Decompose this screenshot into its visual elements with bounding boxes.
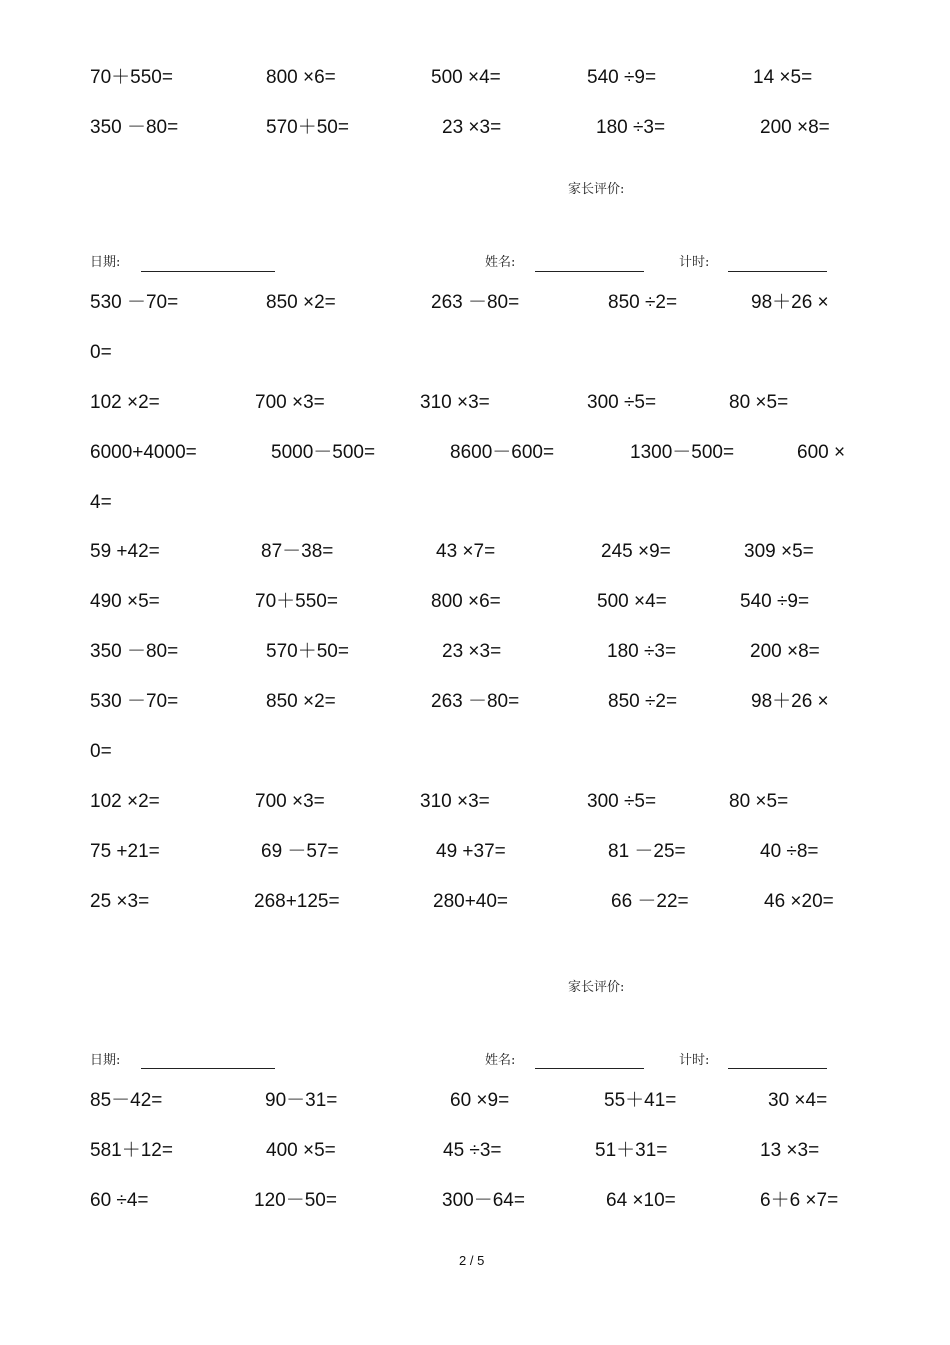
math-problem: 51＋31= xyxy=(595,1140,668,1161)
math-problem: 0= xyxy=(90,741,112,762)
parent-evaluation-label: 家长评价: xyxy=(568,182,625,197)
time-blank-line xyxy=(728,1068,827,1069)
math-problem: 60 ÷4= xyxy=(90,1190,149,1211)
math-problem: 540 ÷9= xyxy=(740,591,810,612)
math-problem: 8600－600= xyxy=(450,442,555,463)
math-problem: 4= xyxy=(90,492,112,513)
math-problem: 800 ×6= xyxy=(431,591,501,612)
math-problem: 85－42= xyxy=(90,1090,163,1111)
math-problem: 6＋6 ×7= xyxy=(760,1190,839,1211)
math-problem: 23 ×3= xyxy=(442,641,502,662)
date-label: 日期: xyxy=(90,255,121,270)
date-label: 日期: xyxy=(90,1053,121,1068)
math-problem: 6000+4000= xyxy=(90,442,197,463)
math-problem: 80 ×5= xyxy=(729,392,789,413)
math-problem: 570＋50= xyxy=(266,117,349,138)
math-problem: 850 ÷2= xyxy=(608,292,678,313)
math-problem: 300－64= xyxy=(442,1190,525,1211)
math-problem: 700 ×3= xyxy=(255,392,325,413)
math-problem: 1300－500= xyxy=(630,442,735,463)
math-problem: 350 －80= xyxy=(90,117,179,138)
math-problem: 850 ÷2= xyxy=(608,691,678,712)
math-problem: 23 ×3= xyxy=(442,117,502,138)
math-problem: 69 －57= xyxy=(261,841,339,862)
math-problem: 200 ×8= xyxy=(760,117,830,138)
math-problem: 49 +37= xyxy=(436,841,506,862)
time-blank-line xyxy=(728,271,827,272)
math-problem: 30 ×4= xyxy=(768,1090,828,1111)
math-problem: 263 －80= xyxy=(431,292,520,313)
math-problem: 5000－500= xyxy=(271,442,376,463)
math-problem: 800 ×6= xyxy=(266,67,336,88)
math-problem: 400 ×5= xyxy=(266,1140,336,1161)
math-problem: 540 ÷9= xyxy=(587,67,657,88)
math-problem: 45 ÷3= xyxy=(443,1140,502,1161)
page-number: 2 / 5 xyxy=(459,1253,485,1268)
math-problem: 300 ÷5= xyxy=(587,791,657,812)
math-problem: 87－38= xyxy=(261,541,334,562)
time-label: 计时: xyxy=(679,1053,710,1068)
math-problem: 180 ÷3= xyxy=(596,117,666,138)
math-problem: 55＋41= xyxy=(604,1090,677,1111)
math-problem: 64 ×10= xyxy=(606,1190,676,1211)
math-problem: 102 ×2= xyxy=(90,392,160,413)
math-problem: 850 ×2= xyxy=(266,691,336,712)
math-problem: 81 －25= xyxy=(608,841,686,862)
math-problem: 600 × xyxy=(797,442,846,463)
math-problem: 90－31= xyxy=(265,1090,338,1111)
math-problem: 66 －22= xyxy=(611,891,689,912)
date-blank-line xyxy=(141,1068,275,1069)
name-blank-line xyxy=(535,1068,644,1069)
math-problem: 59 +42= xyxy=(90,541,160,562)
name-blank-line xyxy=(535,271,644,272)
date-blank-line xyxy=(141,271,275,272)
math-problem: 581＋12= xyxy=(90,1140,173,1161)
math-problem: 500 ×4= xyxy=(597,591,667,612)
name-label: 姓名: xyxy=(485,1053,516,1068)
math-problem: 98＋26 × xyxy=(751,292,829,313)
math-problem: 25 ×3= xyxy=(90,891,150,912)
time-label: 计时: xyxy=(679,255,710,270)
math-problem: 300 ÷5= xyxy=(587,392,657,413)
math-problem: 245 ×9= xyxy=(601,541,671,562)
math-problem: 46 ×20= xyxy=(764,891,834,912)
math-problem: 102 ×2= xyxy=(90,791,160,812)
math-problem: 268+125= xyxy=(254,891,340,912)
math-problem: 310 ×3= xyxy=(420,392,490,413)
math-problem: 850 ×2= xyxy=(266,292,336,313)
name-label: 姓名: xyxy=(485,255,516,270)
math-problem: 530 －70= xyxy=(90,691,179,712)
parent-evaluation-label: 家长评价: xyxy=(568,980,625,995)
math-problem: 98＋26 × xyxy=(751,691,829,712)
math-problem: 309 ×5= xyxy=(744,541,814,562)
math-problem: 120－50= xyxy=(254,1190,337,1211)
math-problem: 13 ×3= xyxy=(760,1140,820,1161)
math-problem: 350 －80= xyxy=(90,641,179,662)
math-problem: 180 ÷3= xyxy=(607,641,677,662)
math-problem: 280+40= xyxy=(433,891,509,912)
math-problem: 530 －70= xyxy=(90,292,179,313)
math-problem: 70＋550= xyxy=(255,591,338,612)
math-problem: 700 ×3= xyxy=(255,791,325,812)
math-problem: 70＋550= xyxy=(90,67,173,88)
math-problem: 0= xyxy=(90,342,112,363)
math-problem: 200 ×8= xyxy=(750,641,820,662)
math-problem: 14 ×5= xyxy=(753,67,813,88)
math-problem: 60 ×9= xyxy=(450,1090,510,1111)
math-problem: 263 －80= xyxy=(431,691,520,712)
math-problem: 310 ×3= xyxy=(420,791,490,812)
math-problem: 490 ×5= xyxy=(90,591,160,612)
math-problem: 570＋50= xyxy=(266,641,349,662)
math-problem: 500 ×4= xyxy=(431,67,501,88)
math-problem: 75 +21= xyxy=(90,841,160,862)
math-problem: 80 ×5= xyxy=(729,791,789,812)
math-problem: 40 ÷8= xyxy=(760,841,819,862)
math-problem: 43 ×7= xyxy=(436,541,496,562)
